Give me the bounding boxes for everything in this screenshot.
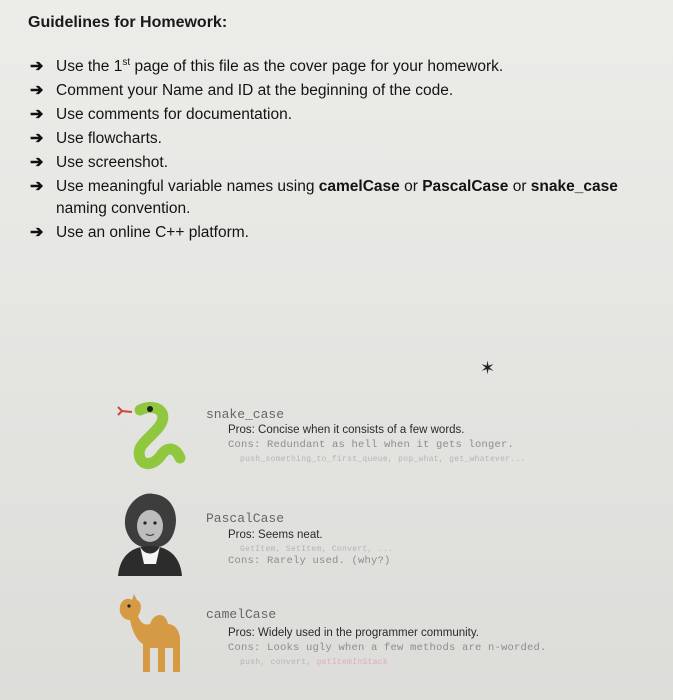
guidelines-list — [30, 56, 655, 246]
pascal-case-example: GetItem, SetItem, Convert, ... — [240, 545, 394, 554]
arrow-icon: ➔ — [30, 58, 44, 75]
arrow-icon: ➔ — [30, 154, 44, 171]
guideline-item: ➔ Comment your Name and ID at the beginning of the code. — [30, 80, 655, 102]
guideline-item: ➔ Use meaningful variable names using camelCase or PascalCase or snake_case naming convention. — [30, 178, 618, 217]
snake-case-pros: Pros: Concise when it consists of a few words. — [228, 424, 465, 436]
arrow-icon: ➔ — [30, 130, 44, 147]
page-heading: Guidelines for Homework: — [28, 14, 228, 31]
pascal-case-title: PascalCase — [206, 511, 285, 526]
camel-case-example: push, convert, getItemInStack — [240, 658, 388, 667]
snake-case-cons: Cons: Redundant as hell when it gets longer. — [228, 439, 515, 451]
camel-case-cons: Cons: Looks ugly when a few methods are n-worded. — [228, 642, 547, 654]
guideline-item: ➔ Use flowcharts. — [30, 128, 655, 150]
guideline-item: ➔ Use the 1st page of this file as the cover page for your homework. — [30, 56, 655, 78]
arrow-icon: ➔ — [30, 106, 44, 123]
pascal-portrait-icon — [110, 488, 190, 581]
pascal-case-pros: Pros: Seems neat. — [228, 529, 323, 541]
camel-case-pros: Pros: Widely used in the programmer community. — [228, 627, 479, 639]
snake-case-title: snake_case — [206, 407, 285, 422]
snake-icon — [110, 392, 190, 477]
guideline-item: ➔ Use comments for documentation. — [30, 104, 655, 126]
arrow-icon: ➔ — [30, 178, 44, 195]
arrow-icon: ➔ — [30, 82, 44, 99]
camel-case-title: camelCase — [206, 607, 277, 622]
guideline-item: ➔ Use screenshot. — [30, 152, 655, 174]
guideline-item: ➔ Use an online C++ platform. — [30, 222, 655, 244]
snake-case-example: push_something_to_first_queue, pop_what, get_whatever... — [240, 455, 526, 464]
arrow-icon: ➔ — [30, 224, 44, 241]
camel-icon — [110, 590, 190, 681]
pascal-case-cons: Cons: Rarely used. (why?) — [228, 555, 391, 567]
sparkle-icon: ✶ — [480, 358, 496, 378]
